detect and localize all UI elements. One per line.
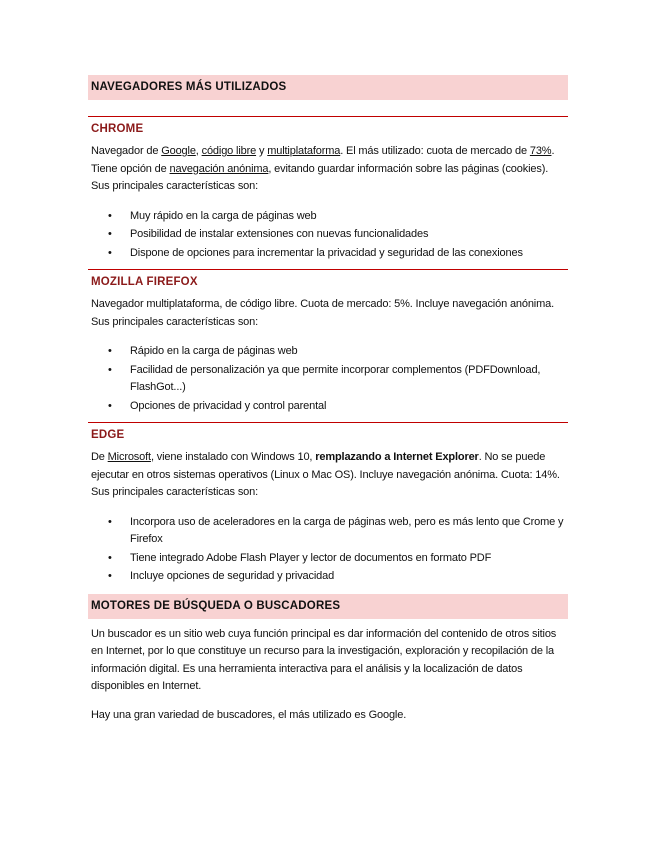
chrome-text: , (195, 145, 202, 157)
list-item: • Incluye opciones de seguridad y privacidad (130, 568, 568, 586)
bullet-icon: • (108, 228, 112, 240)
buscadores-paragraph-1: Un buscador es un sitio web cuya función principal es dar información del contenido de otros sitios en Internet, por lo que constituye un recurso para la investigación, exploración y recopilación de la información digital. Es una herramienta interactiva para el análisis y la localización de datos disponibles en Internet. (91, 627, 557, 692)
list-item: • Incorpora uso de aceleradores en la carga de páginas web, pero es más lento que Crome y Firefox (108, 515, 564, 545)
chrome-feature-list (88, 208, 568, 263)
section-heading-navegadores: NAVEGADORES MÁS UTILIZADOS (88, 75, 568, 100)
list-item: • Facilidad de personalización ya que permite incorporar complementos (PDFDownload, FlashGot...) (108, 363, 541, 393)
buscadores-paragraph-2: Hay una gran variedad de buscadores, el más utilizado es Google. (91, 708, 407, 721)
list-item: • Dispone de opciones para incrementar la privacidad y seguridad de las conexiones (130, 245, 568, 263)
edge-feature-list (88, 514, 568, 586)
chrome-text: . Tiene opción de (91, 145, 555, 175)
list-item: • Posibilidad de instalar extensiones con nuevas funcionalidades (130, 226, 568, 244)
edge-text: . No se puede ejecutar en otros sistemas operativos (Linux o Mac OS). Incluye navegación anónima. Cuota: 14%. Sus principales características son: (91, 451, 560, 498)
bullet-icon: • (108, 209, 112, 222)
bullet-icon: • (108, 345, 112, 357)
subheading-chrome: CHROME (88, 116, 568, 136)
chrome-paragraph (88, 143, 568, 196)
link-microsoft[interactable]: Microsoft (107, 451, 151, 463)
list-item: • Muy rápido en la carga de páginas web (130, 208, 568, 226)
bullet-icon: • (108, 246, 112, 259)
bullet-icon: • (108, 399, 112, 412)
bullet-icon: • (108, 515, 112, 528)
subheading-firefox: MOZILLA FIREFOX (88, 269, 568, 289)
list-item: • Rápido en la carga de páginas web (130, 343, 568, 361)
chrome-text: . El más utilizado: cuota de mercado de (340, 145, 530, 157)
bullet-icon: • (108, 551, 112, 564)
link-multiplataforma[interactable]: multiplataforma (267, 145, 341, 157)
document-body (88, 75, 568, 724)
chrome-text: y (256, 145, 268, 157)
bullet-icon: • (108, 363, 112, 376)
link-codigo-libre[interactable]: código libre (201, 145, 257, 157)
firefox-paragraph: Navegador multiplataforma, de código libre. Cuota de mercado: 5%. Incluye navegación anónima. Sus principales características son: (91, 298, 554, 328)
edge-paragraph (88, 449, 568, 502)
link-navegacion-anonima[interactable]: navegación anónima (169, 162, 269, 175)
chrome-text: , evitando guardar información sobre las páginas (cookies). Sus principales características son: (91, 162, 549, 192)
list-item: • Opciones de privacidad y control parental (130, 398, 568, 416)
link-73-percent[interactable]: 73% (529, 145, 552, 157)
edge-bold-text: remplazando a Internet Explorer (315, 451, 479, 463)
section-heading-buscadores: MOTORES DE BÚSQUEDA O BUSCADORES (88, 594, 568, 619)
firefox-feature-list (88, 343, 568, 415)
chrome-text: Navegador de (91, 145, 162, 157)
link-google[interactable]: Google (161, 145, 196, 157)
subheading-edge: EDGE (88, 422, 568, 442)
edge-text: De (91, 451, 108, 463)
list-item: • Tiene integrado Adobe Flash Player y lector de documentos en formato PDF (130, 550, 568, 568)
edge-text: , viene instalado con Windows 10, (150, 451, 316, 463)
bullet-icon: • (108, 570, 112, 582)
